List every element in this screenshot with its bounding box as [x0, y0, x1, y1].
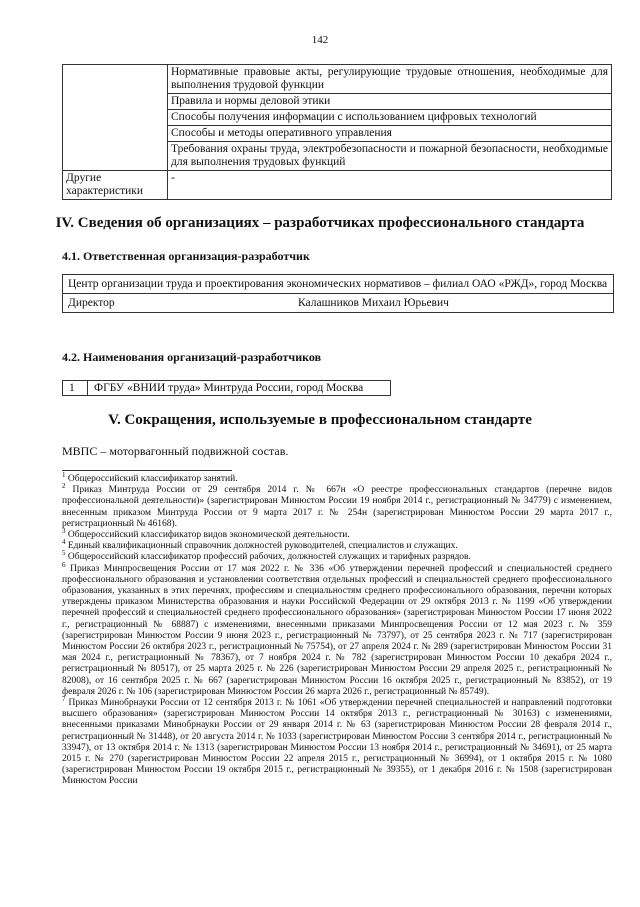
table-row	[63, 65, 612, 94]
footnote: $^1$ Общероссийский классификатор занятий.	[62, 470, 238, 484]
table-label-cell: Другие характеристики	[63, 171, 168, 200]
footnote-separator	[62, 470, 232, 471]
footnotes	[62, 470, 613, 788]
section-5-title: V. Сокращения, используемые в профессиональном стандарте	[108, 412, 532, 428]
developers-table	[62, 380, 391, 396]
section-4-title: IV. Сведения об организациях – разработчиках профессионального стандарта	[55, 215, 585, 231]
table-cell: Способы получения информации с использованием цифровых технологий	[168, 110, 612, 126]
footnote: $^4$ Единый квалификационный справочник должностей руководителей, специалистов и служащих.	[62, 538, 458, 552]
footnote: $^5$ Общероссийский классификатор профессий рабочих, должностей служащих и тарифных разрядов.	[62, 549, 471, 563]
developer-name: ФГБУ «ВНИИ труда» Минтруда России, город Москва	[88, 381, 391, 396]
footnote: $^6$ Приказ Минпросвещения России от 17 мая 2022 г. № 336 «Об утверждении перечней профессий и специальностей среднего профессионального образования и установлении соответствия отдельных профессий и специальностей среднего профессионального образования, указанных в этих перечнях, профессиям и специальностям среднего профессионального образования, перечни которых утверждены приказом Министерства образования и науки Российской Федерации от 29 октября 2013 г. № 1199 «Об утверждении перечней профессий и специальностей среднего профессионального образования» (зарегистрирован Минюстом России 17 июня 2022 г., регистрационный № 68887) с изменениями, внесенными приказами Минпросвещения России от 12 мая 2023 г. № 359 (зарегистрирован Минюстом России 9 июня 2023 г., регистрационный № 73797), от 25 сентября 2023 г. № 717 (зарегистрирован Минюстом России 26 октября 2023 г., регистрационный № 75754), от 27 апреля 2024 г. № 289 (зарегистрирован Минюстом России 31 мая 2024 г., регистрационный № 78367), от 7 ноября 2024 г. № 782 (зарегистрирован Минюстом России 10 декабря 2024 г., регистрационный № 80517), от 25 марта 2025 г. № 226 (зарегистрирован Минюстом России 29 апреля 2025 г., регистрационный № 82008), от 16 сентября 2025 г. № 667 (зарегистрирован Минюстом России 16 октября 2025 г., регистрационный № 83852), от 19 февраля 2026 г. № 106 (зарегистрирован Минюстом России 26 марта 2026 г., регистрационный № 85749).	[62, 560, 612, 697]
knowledge-table	[62, 64, 612, 200]
table-cell: -	[168, 171, 612, 200]
signatory-row	[63, 293, 613, 312]
table-cell: Способы и методы оперативного управления	[168, 126, 612, 142]
table-cell: Правила и нормы деловой этики	[168, 94, 612, 110]
subsection-4-2-title: 4.2. Наименования организаций-разработчиков	[62, 350, 322, 364]
table-cell: Нормативные правовые акты, регулирующие трудовые отношения, необходимые для выполнения трудовой функции	[168, 65, 612, 94]
org-name: Центр организации труда и проектирования экономических нормативов – филиал ОАО «РЖД», город Москва	[68, 278, 608, 290]
responsible-org-box	[62, 274, 614, 313]
table-row	[63, 171, 612, 200]
table-row	[63, 381, 391, 396]
signatory-position: Директор	[68, 297, 115, 309]
table-label-cell	[63, 65, 168, 171]
footnote: $^2$ Приказ Минтруда России от 29 сентября 2014 г. № 667н «О реестре профессиональных стандартов (перечне видов профессиональной деятельности)» (зарегистрирован Минюстом России 19 ноября 2014 г., регистрационный № 34779) с изменением, внесенным приказом Минтруда России от 9 марта 2017 г. № 254н (зарегистрирован Минюстом России 29 марта 2017 г., регистрационный № 46168).	[62, 482, 613, 529]
footnote: $^7$ Приказ Минобрнауки России от 12 сентября 2013 г. № 1061 «Об утверждении перечней специальностей и направлений подготовки высшего образования» (зарегистрирован Минюстом России 14 октября 2013 г., регистрационный № 30163) с изменениями, внесенными приказами Минобрнауки России от 29 января 2014 г. № 63 (зарегистрирован Минюстом России 28 февраля 2014 г., регистрационный № 31448), от 20 августа 2014 г. № 1033 (зарегистрирован Минюстом России 3 сентября 2014 г., регистрационный № 33947), от 13 октября 2014 г. № 1313 (зарегистрирован Минюстом России 13 ноября 2014 г., регистрационный № 34691), от 25 марта 2015 г. № 270 (зарегистрирован Минюстом России 22 апреля 2015 г., регистрационный № 36994), от 1 октября 2015 г. № 1080 (зарегистрирован Минюстом России 19 октября 2015 г., регистрационный № 39355), от 1 декабря 2016 г. № 1508 (зарегистрирован Минюстом России	[62, 694, 612, 787]
page-number: 142	[311, 34, 329, 46]
abbreviation-text: МВПС – моторвагонный подвижной состав.	[62, 444, 289, 458]
subsection-4-1-title: 4.1. Ответственная организация-разработчик	[62, 249, 310, 263]
developer-number: 1	[63, 381, 88, 396]
table-cell: Требования охраны труда, электробезопасности и пожарной безопасности, необходимые для выполнения трудовых функций	[168, 142, 612, 171]
footnote: $^3$ Общероссийский классификатор видов экономической деятельности.	[62, 526, 350, 541]
signatory-name: Калашников Михаил Юрьевич	[298, 297, 449, 309]
